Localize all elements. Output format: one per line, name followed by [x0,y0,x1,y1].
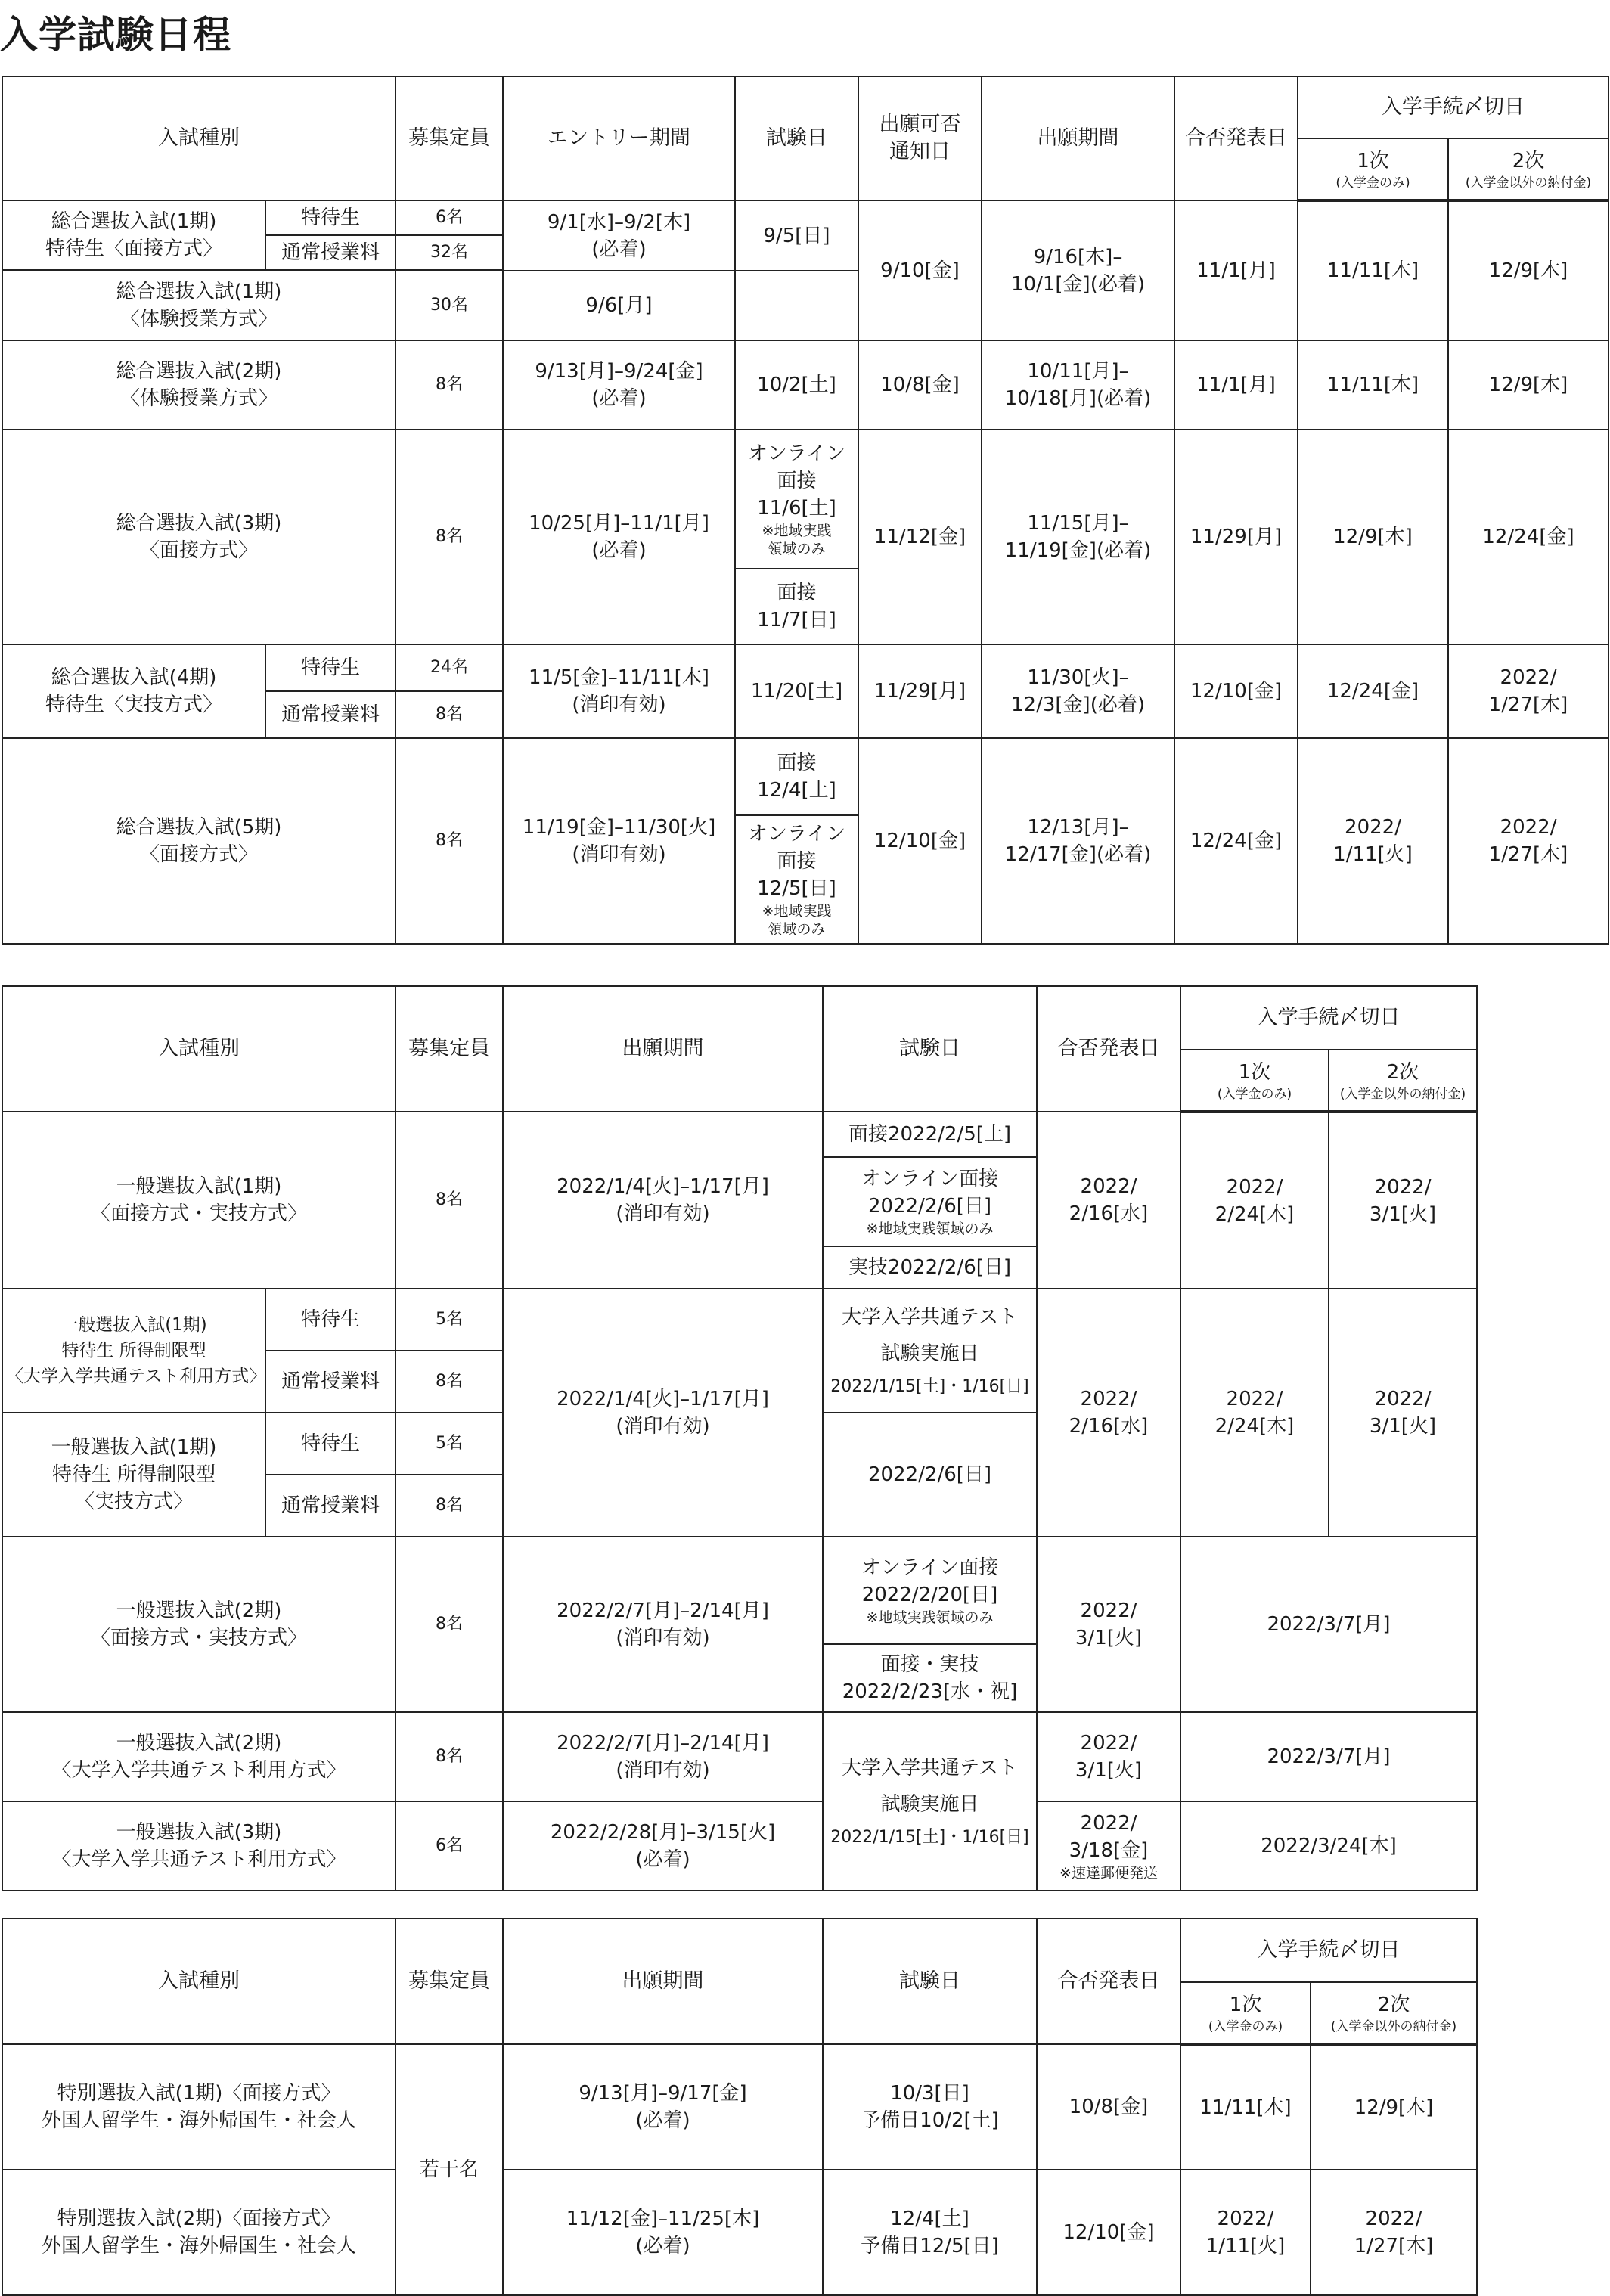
first-deadline-cell: 2022/ 2/24[木] [1180,1289,1329,1537]
entry-cell: 9/1[水]–9/2[木] (必着) [503,200,735,271]
schedule-table-special [2,1918,1478,2296]
header-notify: 出願可否 通知日 [858,76,982,200]
header-apply: 出願期間 [503,1919,823,2044]
capacity-cell: 24名 [396,644,503,691]
notify-cell: 10/8[金] [858,340,982,430]
header-exam: 試験日 [735,76,858,200]
first-deadline-cell: 12/9[木] [1298,430,1448,644]
result-cell: 2022/ 3/1[火] [1037,1712,1180,1801]
exam-cell: 面接・実技 2022/2/23[水・祝] [823,1644,1037,1712]
capacity-cell: 8名 [396,430,503,644]
header-second: 2次 (入学金以外の納付金) [1329,1050,1477,1112]
type-cell: 一般選抜入試(3期) 〈大学入学共通テスト利用方式〉 [2,1801,396,1891]
header-first: 1次 (入学金のみ) [1180,1982,1311,2044]
entry-cell: 11/19[金]–11/30[火] (消印有効) [503,738,735,944]
header-apply: 出願期間 [503,986,823,1112]
header-procedure: 入学手続〆切日 [1180,986,1477,1050]
capacity-cell: 8名 [396,1475,503,1537]
apply-cell: 2022/1/4[火]–1/17[月] (消印有効) [503,1289,823,1537]
apply-cell: 11/15[月]– 11/19[金](必着) [982,430,1174,644]
subtype-cell: 特待生 [265,644,396,691]
capacity-cell: 5名 [396,1413,503,1475]
apply-cell: 2022/2/28[月]–3/15[火] (必着) [503,1801,823,1891]
header-result: 合否発表日 [1174,76,1298,200]
header-capacity: 募集定員 [396,986,503,1112]
exam-cell: 10/2[土] [735,340,858,430]
capacity-cell: 8名 [396,1712,503,1801]
exam-cell: 10/3[日] 予備日10/2[土] [823,2044,1037,2170]
exam-cell: 大学入学共通テスト 試験実施日 2022/1/15[土]・1/16[日] [823,1712,1037,1891]
result-cell: 11/29[月] [1174,430,1298,644]
capacity-cell: 6名 [396,1801,503,1891]
first-deadline-cell: 2022/ 1/11[火] [1298,738,1448,944]
exam-cell: 2022/2/6[日] [823,1413,1037,1537]
exam-cell: 面接2022/2/5[土] [823,1112,1037,1157]
apply-cell: 11/12[金]–11/25[木] (必着) [503,2170,823,2295]
capacity-cell: 30名 [396,270,503,340]
header-capacity: 募集定員 [396,1919,503,2044]
notify-cell: 11/29[月] [858,644,982,738]
capacity-cell: 6名 [396,200,503,235]
subtype-cell: 通常授業料 [265,1351,396,1413]
result-cell: 11/1[月] [1174,200,1298,340]
type-cell: 一般選抜入試(2期) 〈面接方式・実技方式〉 [2,1537,396,1712]
exam-cell: 実技2022/2/6[日] [823,1246,1037,1289]
header-exam: 試験日 [823,986,1037,1112]
subtype-cell: 特待生 [265,1413,396,1475]
type-cell: 総合選抜入試(1期) 〈体験授業方式〉 [2,270,396,340]
second-deadline-cell: 12/9[木] [1448,200,1608,340]
subtype-cell: 特待生 [265,1289,396,1351]
result-cell: 12/10[金] [1037,2170,1180,2295]
type-cell: 一般選抜入試(1期) 特待生 所得制限型 〈大学入学共通テスト利用方式〉 [2,1289,265,1413]
type-cell: 特別選抜入試(2期)〈面接方式〉 外国人留学生・海外帰国生・社会人 [2,2170,396,2295]
header-procedure: 入学手続〆切日 [1298,76,1608,138]
first-deadline-cell: 12/24[金] [1298,644,1448,738]
second-deadline-cell: 2022/ 1/27[木] [1311,2170,1477,2295]
first-deadline-cell: 11/11[木] [1298,200,1448,340]
exam-cell: 面接 12/4[土] [735,738,858,815]
second-deadline-cell: 2022/ 1/27[木] [1448,644,1608,738]
header-first: 1次 (入学金のみ) [1298,138,1448,200]
type-cell: 一般選抜入試(2期) 〈大学入学共通テスト利用方式〉 [2,1712,396,1801]
apply-cell: 2022/2/7[月]–2/14[月] (消印有効) [503,1712,823,1801]
exam-cell: 大学入学共通テスト 試験実施日 2022/1/15[土]・1/16[日] [823,1289,1037,1413]
entry-cell: 9/13[月]–9/24[金] (必着) [503,340,735,430]
type-cell: 総合選抜入試(5期) 〈面接方式〉 [2,738,396,944]
exam-cell: 9/5[日] [735,200,858,271]
capacity-cell: 8名 [396,691,503,738]
exam-cell: 面接 11/7[日] [735,569,858,644]
capacity-cell: 若干名 [396,2044,503,2295]
capacity-cell: 8名 [396,1351,503,1413]
type-cell: 総合選抜入試(1期) 特待生〈面接方式〉 [2,200,265,270]
first-deadline-cell: 2022/ 1/11[火] [1180,2170,1311,2295]
header-type: 入試種別 [2,1919,396,2044]
exam-cell: オンライン 面接 11/6[土] ※地域実践 領域のみ [735,430,858,569]
result-cell: 12/24[金] [1174,738,1298,944]
type-cell: 一般選抜入試(1期) 特待生 所得制限型 〈実技方式〉 [2,1413,265,1537]
second-deadline-cell: 2022/ 3/1[火] [1329,1112,1477,1289]
header-first: 1次 (入学金のみ) [1180,1050,1329,1112]
apply-cell: 10/11[月]– 10/18[月](必着) [982,340,1174,430]
header-capacity: 募集定員 [396,76,503,200]
header-second: 2次 (入学金以外の納付金) [1448,138,1608,200]
capacity-cell: 8名 [396,340,503,430]
type-cell: 一般選抜入試(1期) 〈面接方式・実技方式〉 [2,1112,396,1289]
capacity-cell: 8名 [396,1112,503,1289]
exam-cell: 9/6[月] [503,271,735,340]
notify-cell: 12/10[金] [858,738,982,944]
first-deadline-cell: 11/11[木] [1180,2044,1311,2170]
notify-cell: 11/12[金] [858,430,982,644]
second-deadline-cell: 2022/ 1/27[木] [1448,738,1608,944]
result-cell: 10/8[金] [1037,2044,1180,2170]
schedule-table-general [2,985,1478,1891]
apply-cell: 2022/2/7[月]–2/14[月] (消印有効) [503,1537,823,1712]
result-cell: 2022/ 3/18[金] ※速達郵便発送 [1037,1801,1180,1891]
subtype-cell: 通常授業料 [265,1475,396,1537]
apply-cell: 9/13[月]–9/17[金] (必着) [503,2044,823,2170]
procedure-deadline-cell: 2022/3/7[月] [1180,1712,1477,1801]
apply-cell: 2022/1/4[火]–1/17[月] (消印有効) [503,1112,823,1289]
subtype-cell: 通常授業料 [265,691,396,738]
notify-cell: 9/10[金] [858,200,982,340]
capacity-cell: 8名 [396,1537,503,1712]
schedule-table-comprehensive [2,76,1609,945]
exam-cell: 11/20[土] [735,644,858,738]
header-exam: 試験日 [823,1919,1037,2044]
apply-cell: 12/13[月]– 12/17[金](必着) [982,738,1174,944]
header-type: 入試種別 [2,986,396,1112]
capacity-cell: 8名 [396,738,503,944]
result-cell: 2022/ 3/1[火] [1037,1537,1180,1712]
first-deadline-cell: 2022/ 2/24[木] [1180,1112,1329,1289]
second-deadline-cell: 12/24[金] [1448,430,1608,644]
second-deadline-cell: 12/9[木] [1311,2044,1477,2170]
second-deadline-cell: 2022/ 3/1[火] [1329,1289,1477,1537]
type-cell: 総合選抜入試(4期) 特待生〈実技方式〉 [2,644,265,738]
type-cell: 特別選抜入試(1期)〈面接方式〉 外国人留学生・海外帰国生・社会人 [2,2044,396,2170]
exam-cell: オンライン面接 2022/2/6[日] ※地域実践領域のみ [823,1157,1037,1246]
entry-cell: 10/25[月]–11/1[月] (必着) [503,430,735,644]
exam-cell: 12/4[土] 予備日12/5[日] [823,2170,1037,2295]
exam-cell: オンライン 面接 12/5[日] ※地域実践 領域のみ [735,815,858,944]
result-cell: 2022/ 2/16[水] [1037,1289,1180,1537]
subtype-cell: 特待生 [265,200,396,235]
subtype-cell: 通常授業料 [265,235,396,270]
result-cell: 2022/ 2/16[水] [1037,1112,1180,1289]
capacity-cell: 32名 [396,235,503,270]
second-deadline-cell: 12/9[木] [1448,340,1608,430]
entry-cell: 11/5[金]–11/11[木] (消印有効) [503,644,735,738]
type-cell: 総合選抜入試(2期) 〈体験授業方式〉 [2,340,396,430]
header-type: 入試種別 [2,76,396,200]
capacity-cell: 5名 [396,1289,503,1351]
header-second: 2次 (入学金以外の納付金) [1311,1982,1477,2044]
result-cell: 12/10[金] [1174,644,1298,738]
type-cell: 総合選抜入試(3期) 〈面接方式〉 [2,430,396,644]
header-procedure: 入学手続〆切日 [1180,1919,1477,1982]
header-result: 合否発表日 [1037,986,1180,1112]
result-cell: 11/1[月] [1174,340,1298,430]
header-entry: エントリー期間 [503,76,735,200]
procedure-deadline-cell: 2022/3/24[木] [1180,1801,1477,1891]
header-result: 合否発表日 [1037,1919,1180,2044]
exam-cell: オンライン面接 2022/2/20[日] ※地域実践領域のみ [823,1537,1037,1644]
first-deadline-cell: 11/11[木] [1298,340,1448,430]
page-title: 入学試験日程 [0,13,231,57]
procedure-deadline-cell: 2022/3/7[月] [1180,1537,1477,1712]
header-apply: 出願期間 [982,76,1174,200]
apply-cell: 9/16[木]– 10/1[金](必着) [982,200,1174,340]
apply-cell: 11/30[火]– 12/3[金](必着) [982,644,1174,738]
